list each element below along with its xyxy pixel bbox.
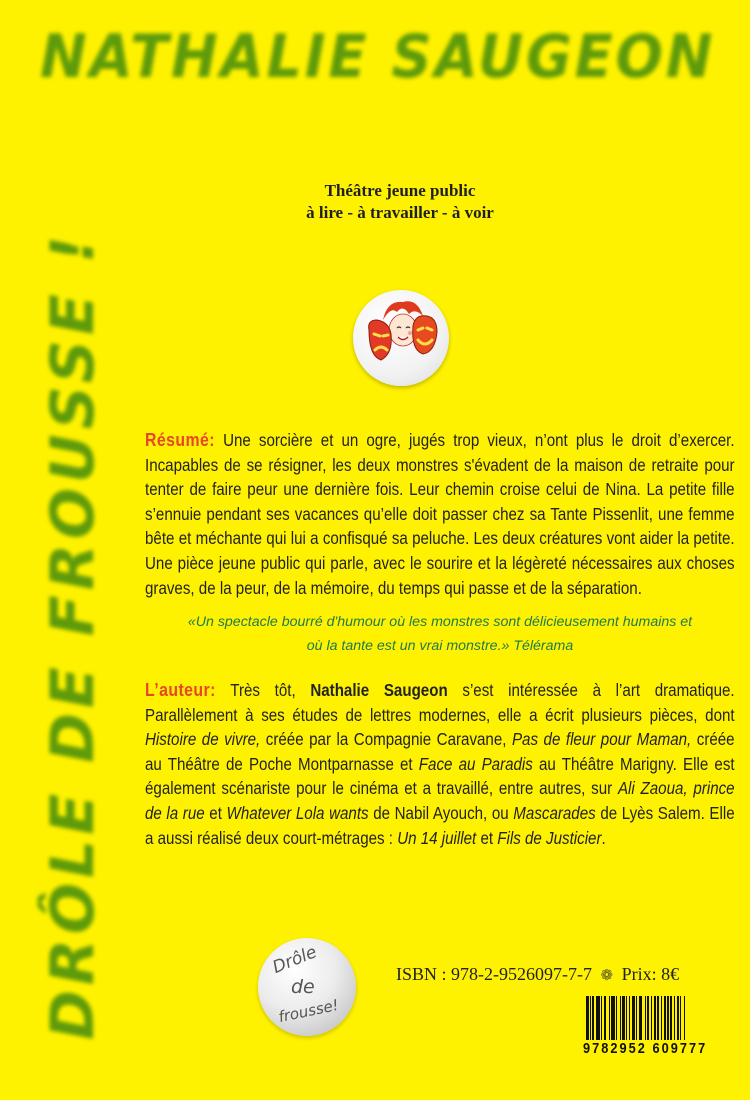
author-title: NATHALIE SAUGEON	[40, 22, 716, 92]
flower-separator-icon: ❁	[600, 968, 614, 984]
author-text: Très tôt,	[230, 680, 296, 700]
author-text: créée par la Compagnie Caravane,	[265, 729, 507, 750]
author-text: et	[209, 802, 222, 823]
frousse-ball-logo	[258, 938, 356, 1036]
subtitle	[250, 180, 550, 224]
spine-title: DRÔLE DE FROUSSE !	[38, 230, 108, 1040]
work-title: Un 14 juillet	[397, 827, 477, 848]
isbn-price-line	[396, 962, 746, 988]
resume-section	[145, 428, 735, 600]
ball-line-1: Drôle	[269, 942, 320, 978]
barcode-digits: 9782952 609777	[583, 1040, 708, 1057]
work-title: Face au Paradis	[418, 753, 533, 774]
author-text: et	[480, 827, 494, 848]
author-text: de Lyès Salem. Elle a aussi réalisé deux court-métrages :	[145, 802, 735, 848]
author-text: au Théâtre Marigny. Elle est également scénariste pour le cinéma et a travaillé, entre autres, sur	[145, 753, 735, 799]
ball-line-2: de	[291, 976, 315, 998]
work-title: Pas de fleur pour Maman,	[511, 729, 692, 750]
quote-line-1: «Un spectacle bourré d'humour où les monstres sont délicieusement humains et	[187, 614, 693, 630]
work-title: Fils de Justicier	[497, 827, 602, 848]
author-text: .	[601, 827, 606, 848]
ball-line-3: frousse!	[276, 995, 341, 1027]
author-text: de Nabil Ayouch, ou	[373, 802, 509, 823]
subtitle-line-2: à lire - à travailler - à voir	[306, 203, 494, 222]
press-quote	[145, 610, 735, 658]
author-section	[145, 678, 735, 850]
subtitle-line-1: Théâtre jeune public	[324, 181, 476, 200]
work-title: Mascarades	[513, 802, 596, 823]
price: Prix: 8€	[621, 964, 680, 984]
author-name: Nathalie Saugeon	[310, 680, 448, 700]
resume-label: Résumé:	[145, 430, 215, 450]
quote-line-2: où la tante est un vrai monstre.» Télérama	[306, 638, 574, 654]
barcode	[586, 996, 736, 1040]
theatre-masks-icon	[353, 290, 449, 386]
work-title: Whatever Lola wants	[226, 802, 369, 823]
resume-text: Une sorcière et un ogre, jugés trop vieux, n’ont plus le droit d’exercer. Incapables de se résigner, les deux monstres s'évadent de la maison de retraite pour tenter de faire peur une dernière fois. Leur chemin croise celui de Nina. La petite fille s’ennuie pendant ses vacances qu’elle doit passer chez sa Tante Pissenlit, une femme bête et méchante qui lui a confisqué sa peluche. Les deux créatures vont aider la petite. Une pièce jeune public qui parle, avec le sourire et la légèreté nécessaires aux choses graves, de la peur, de la mémoire, du temps qui passe et de la séparation.	[145, 430, 735, 598]
work-title: Histoire de vivre,	[145, 729, 261, 750]
work-title: Ali Zaoua, prince de la rue	[145, 778, 735, 823]
author-label: L’auteur:	[145, 680, 216, 700]
isbn: ISBN : 978-2-9526097-7-7	[396, 964, 592, 984]
author-text: créée au Théâtre de Poche Montparnasse et	[145, 729, 735, 774]
author-text: s’est intéressée à l’art dramatique. Parallèlement à ses études de lettres modernes, elle a écrit plusieurs pièces, dont	[145, 680, 735, 725]
